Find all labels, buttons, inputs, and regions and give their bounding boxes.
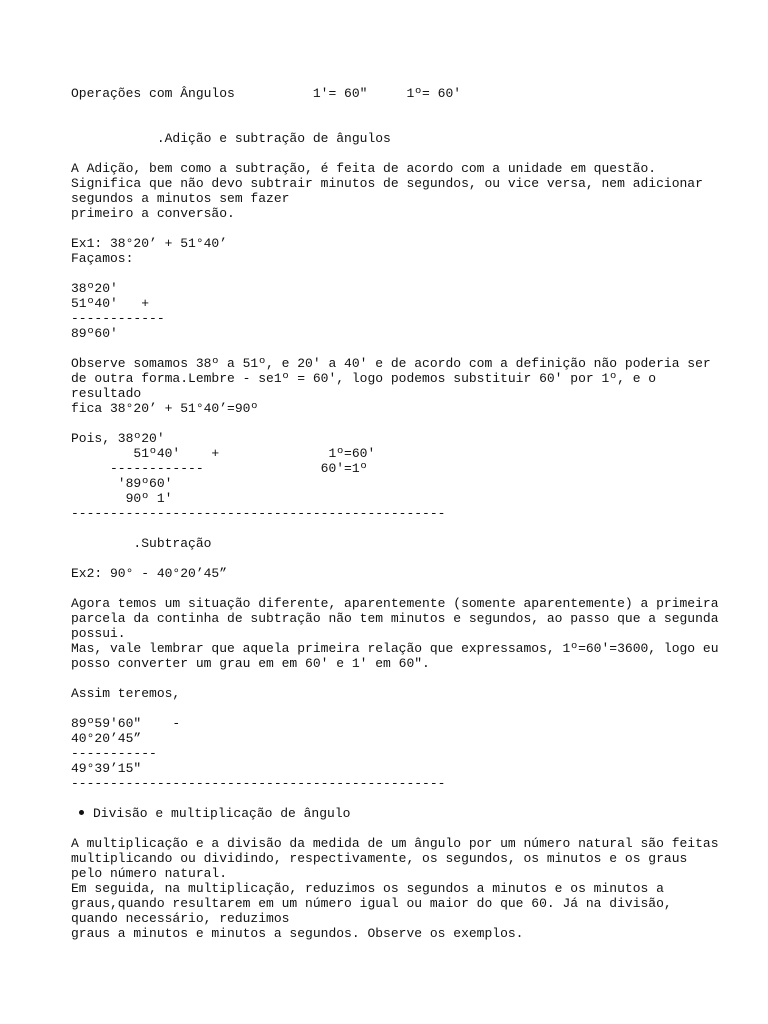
calculation-line: ------------ 60'=1º bbox=[71, 461, 368, 476]
paragraph-line: Observe somamos 38º a 51º, e 20' a 40' e de acordo com a definição não poderia ser bbox=[71, 356, 711, 371]
blank-line bbox=[71, 701, 711, 716]
section-heading-addition-subtraction: .Adição e subtração de ângulos bbox=[71, 131, 391, 146]
paragraph-line: quando necessário, reduzimos bbox=[71, 911, 290, 926]
paragraph-line: segundos a minutos sem fazer bbox=[71, 191, 290, 206]
paragraph-line: primeiro a conversão. bbox=[71, 206, 235, 221]
blank-line bbox=[71, 671, 711, 686]
calculation-result: 89º60' bbox=[71, 326, 118, 341]
division-multiplication-paragraph bbox=[71, 836, 719, 941]
observation-paragraph bbox=[71, 356, 711, 416]
calculation-line: 38º20' bbox=[71, 281, 118, 296]
addition-calculation bbox=[71, 281, 711, 341]
example-2-title: Ex2: 90° - 40°20’45” bbox=[71, 566, 228, 581]
blank-line bbox=[71, 551, 711, 566]
paragraph-line: multiplicando ou dividindo, respectivamente, os segundos, os minutos e os graus bbox=[71, 851, 688, 866]
calculation-line: 89º59'60" - bbox=[71, 716, 181, 731]
paragraph-line: A multiplicação e a divisão da medida de um ângulo por um número natural são feitas bbox=[71, 836, 719, 851]
paragraph-line: Agora temos um situação diferente, aparentemente (somente aparentemente) a primeira bbox=[71, 596, 719, 611]
paragraph-line: Significa que não devo subtrair minutos de segundos, ou vice versa, nem adicionar bbox=[71, 176, 703, 191]
addition-intro-paragraph bbox=[71, 161, 711, 221]
paragraph-line: de outra forma.Lembre - se1º = 60', logo podemos substituir 60' por 1º, e o bbox=[71, 371, 657, 386]
calculation-line: 51º40' + bbox=[71, 296, 150, 311]
blank-line bbox=[71, 791, 711, 806]
blank-line bbox=[71, 341, 711, 356]
subtraction-paragraph bbox=[71, 596, 719, 671]
blank-line bbox=[71, 101, 711, 116]
document-header: Operações com Ângulos 1'= 60" 1º= 60' bbox=[71, 86, 462, 101]
paragraph-line: posso converter um grau em em 60' e 1' em 60". bbox=[71, 656, 430, 671]
paragraph-line: graus,quando resultarem em um número igual ou maior do que 60. Já na divisão, bbox=[71, 896, 672, 911]
bullet-item-division-multiplication bbox=[71, 806, 711, 821]
paragraph-line: graus a minutos e minutos a segundos. Observe os exemplos. bbox=[71, 926, 524, 941]
example-1-title: Ex1: 38°20’ + 51°40’ bbox=[71, 236, 228, 251]
blank-line bbox=[71, 146, 711, 161]
subtraction-calculation bbox=[71, 716, 711, 791]
section-heading-subtraction: .Subtração bbox=[71, 536, 212, 551]
blank-line bbox=[71, 521, 711, 536]
blank-line bbox=[71, 821, 711, 836]
paragraph-line: A Adição, bem como a subtração, é feita de acordo com a unidade em questão. bbox=[71, 161, 657, 176]
blank-line bbox=[71, 266, 711, 281]
blank-line bbox=[71, 581, 711, 596]
paragraph-line: pelo número natural. bbox=[71, 866, 228, 881]
calculation-line: '89º60' bbox=[71, 476, 173, 491]
section-divider: ------------------------------------------------ bbox=[71, 506, 446, 521]
paragraph-line: Mas, vale lembrar que aquela primeira relação que expressamos, 1º=60'=3600, logo eu bbox=[71, 641, 719, 656]
bullet-list bbox=[71, 806, 711, 821]
blank-line bbox=[71, 116, 711, 131]
calculation-separator: ------------ bbox=[71, 311, 165, 326]
blank-line bbox=[71, 416, 711, 431]
bullet-label: Divisão e multiplicação de ângulo bbox=[93, 806, 351, 821]
calculation-line: 40°20’45” bbox=[71, 731, 142, 746]
calculation-line: 90º 1' bbox=[71, 491, 173, 506]
paragraph-line: fica 38°20’ + 51°40’=90º bbox=[71, 401, 259, 416]
assim-teremos-text: Assim teremos, bbox=[71, 686, 181, 701]
calculation-line: Pois, 38º20' bbox=[71, 431, 165, 446]
calculation-separator: ----------- bbox=[71, 746, 157, 761]
paragraph-line: resultado bbox=[71, 386, 142, 401]
paragraph-line: possui. bbox=[71, 626, 126, 641]
paragraph-line: parcela da continha de subtração não tem minutos e segundos, ao passo que a segunda bbox=[71, 611, 719, 626]
example-1-intro: Façamos: bbox=[71, 251, 134, 266]
conversion-calculation bbox=[71, 431, 711, 521]
section-divider: ------------------------------------------------ bbox=[71, 776, 446, 791]
document-page bbox=[71, 86, 719, 941]
blank-line bbox=[71, 221, 711, 236]
calculation-line: 51º40' + 1º=60' bbox=[71, 446, 376, 461]
paragraph-line: Em seguida, na multiplicação, reduzimos os segundos a minutos e os minutos a bbox=[71, 881, 664, 896]
calculation-result: 49°39’15" bbox=[71, 761, 142, 776]
bullet-icon bbox=[79, 810, 84, 815]
